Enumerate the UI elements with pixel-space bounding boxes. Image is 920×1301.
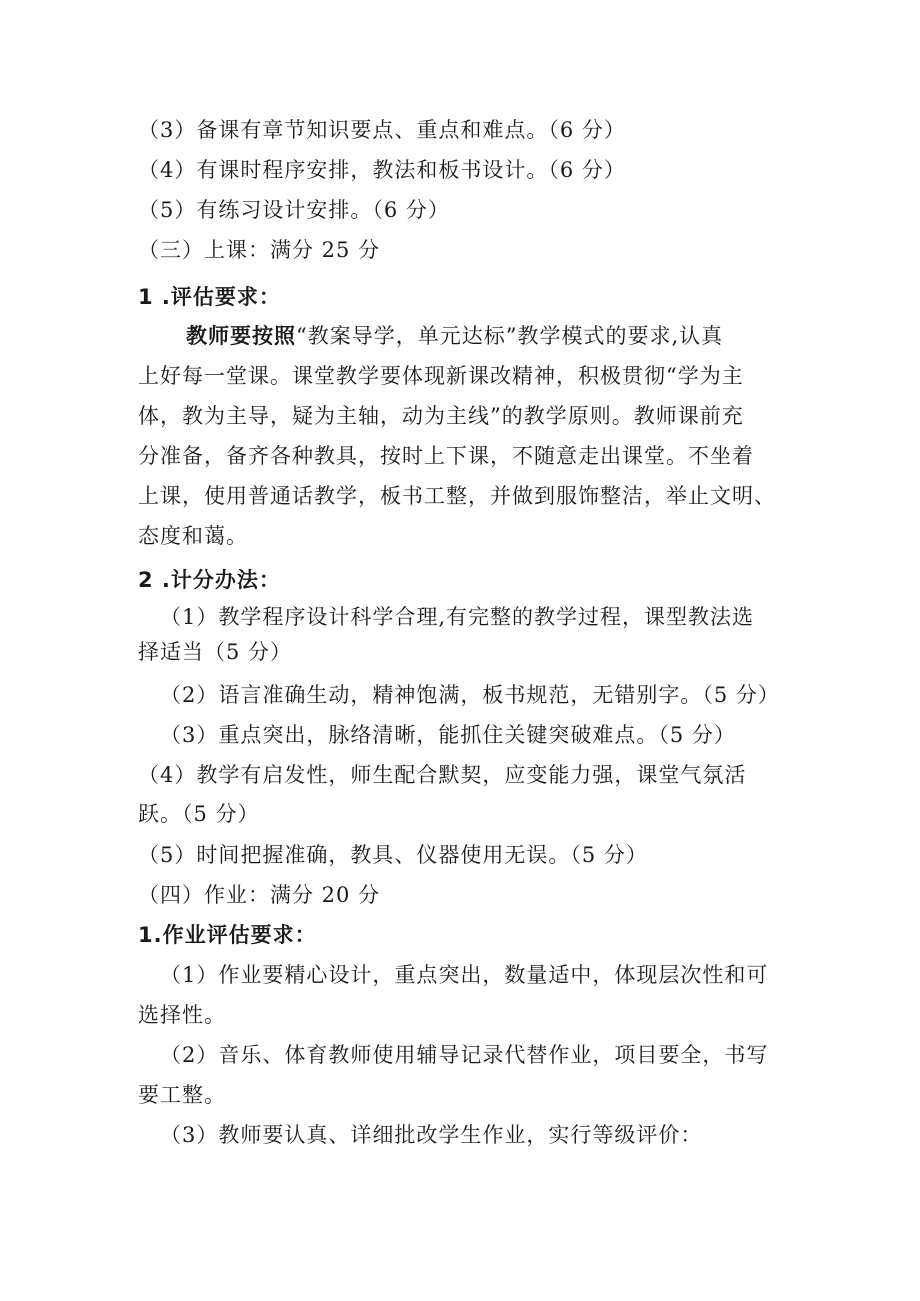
- paragraph-line-4: 分准备，备齐各种教具，按时上下课，不随意走出课堂。不坐着: [138, 444, 754, 468]
- subheading-eval-requirements: 1 .评估要求：: [138, 285, 281, 309]
- paragraph-line-5: 上课，使用普通话教学，板书工整，并做到服饰整洁，举止文明、: [138, 484, 776, 508]
- subheading-scoring-method: 2 .计分办法：: [138, 568, 281, 592]
- scoring-item-4-line-2: 跃。（5 分）: [138, 802, 260, 826]
- scoring-item-4-line-1: （4）教学有启发性，师生配合默契，应变能力强，课堂气氛活: [138, 763, 747, 787]
- paragraph-line-6: 态度和蔼。: [138, 524, 248, 548]
- bold-lead-text: 教师要按照: [186, 324, 296, 348]
- text-line-prep-4: （4）有课时程序安排，教法和板书设计。（6 分）: [138, 158, 626, 182]
- text-line-prep-5: （5）有练习设计安排。（6 分）: [138, 198, 450, 222]
- paragraph-line-2: 上好每一堂课。课堂教学要体现新课改精神，积极贯彻“学为主: [138, 364, 744, 388]
- scoring-item-1-line-2: 择适当（5 分）: [138, 640, 293, 664]
- text-line-prep-3: （3）备课有章节知识要点、重点和难点。（6 分）: [138, 118, 626, 142]
- homework-item-1-line-2: 选择性。: [138, 1003, 226, 1027]
- paragraph-line-1-text: “教案导学，单元达标”教学模式的要求,认真: [296, 324, 724, 348]
- scoring-item-3: （3）重点突出，脉络清晰，能抓住关键突破难点。（5 分）: [160, 723, 736, 747]
- homework-item-1-line-1: （1）作业要精心设计，重点突出，数量适中，体现层次性和可: [160, 963, 769, 987]
- paragraph-line-1: [186, 322, 788, 350]
- paragraph-line-3: 体，教为主导，疑为主轴，动为主线”的教学原则。教师课前充: [138, 404, 744, 428]
- subheading-homework-requirements: 1.作业评估要求：: [138, 923, 317, 947]
- homework-item-2-line-2: 要工整。: [138, 1083, 226, 1107]
- scoring-item-2: （2）语言准确生动，精神饱满，板书规范，无错别字。（5 分）: [160, 683, 780, 707]
- scoring-item-1-line-1: （1）教学程序设计科学合理,有完整的教学过程，课型教法选: [160, 605, 755, 629]
- scoring-item-5: （5）时间把握准确，教具、仪器使用无误。（5 分）: [138, 843, 648, 867]
- homework-item-3: （3）教师要认真、详细批改学生作业，实行等级评价：: [160, 1123, 703, 1147]
- section-heading-homework: （四）作业：满分 20 分: [138, 883, 381, 907]
- section-heading-class: （三）上课：满分 25 分: [138, 238, 381, 262]
- homework-item-2-line-1: （2）音乐、体育教师使用辅导记录代替作业，项目要全，书写: [160, 1043, 769, 1067]
